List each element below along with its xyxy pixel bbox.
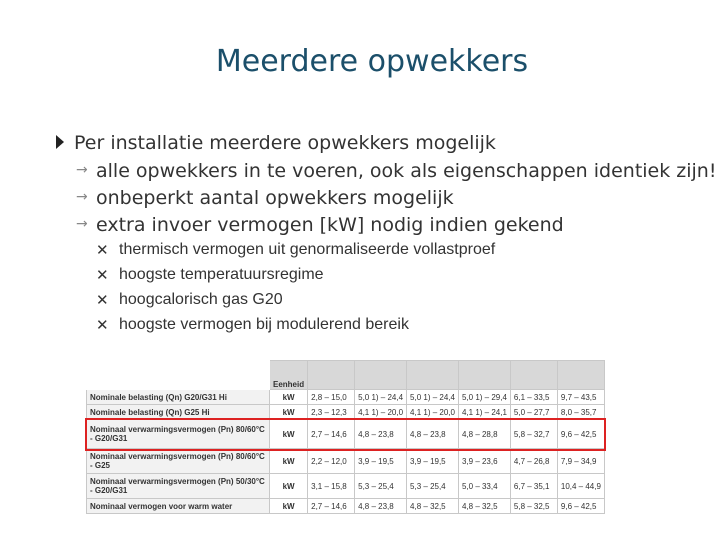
header-model-cell <box>355 361 407 390</box>
specs-table <box>86 360 605 514</box>
sub-bullet-item <box>56 187 716 214</box>
table-cell: 9,6 – 42,5 <box>557 499 604 514</box>
table-cell: 2,8 – 15,0 <box>308 390 355 405</box>
table-cell: 2,7 – 14,6 <box>308 499 355 514</box>
table-cell: 5,8 – 32,5 <box>510 499 557 514</box>
table-cell: 3,9 – 23,6 <box>458 449 510 474</box>
bullet-item <box>56 132 716 160</box>
table-cell: 4,7 – 26,8 <box>510 449 557 474</box>
row-unit: kW <box>270 390 308 405</box>
table-cell: 6,7 – 35,1 <box>510 474 557 499</box>
row-label: Nominaal vermogen voor warm water <box>87 499 270 514</box>
table-cell: 10,4 – 44,9 <box>557 474 604 499</box>
table-cell: 4,8 – 28,8 <box>458 420 510 449</box>
header-model-cell <box>407 361 459 390</box>
table-cell: 4,1 1) – 20,0 <box>355 405 407 420</box>
table-cell: 3,1 – 15,8 <box>308 474 355 499</box>
table-row <box>87 405 605 420</box>
table-cell: 5,8 – 32,7 <box>510 420 557 449</box>
row-label: Nominaal verwarmingsvermogen (Pn) 80/60°C - G25 <box>87 449 270 474</box>
table-cell: 8,0 – 35,7 <box>557 405 604 420</box>
header-model-cell <box>308 361 355 390</box>
sub-sub-bullet-text: thermisch vermogen uit genormaliseerde vollastproef <box>119 241 496 258</box>
sub-bullet-text: onbeperkt aantal opwekkers mogelijk <box>96 187 454 209</box>
arrow-bullet-icon: → <box>76 189 88 205</box>
sub-bullet-text: extra invoer vermogen [kW] nodig indien gekend <box>96 214 564 236</box>
bullet-text: Per installatie meerdere opwekkers mogelijk <box>74 132 496 154</box>
table-cell: 4,8 – 23,8 <box>407 420 459 449</box>
table-row <box>87 449 605 474</box>
table-cell: 5,3 – 25,4 <box>355 474 407 499</box>
table-cell: 4,8 – 23,8 <box>355 420 407 449</box>
table-cell: 5,3 – 25,4 <box>407 474 459 499</box>
triangle-bullet-icon <box>56 135 64 149</box>
row-label: Nominale belasting (Qn) G25 Hi <box>87 405 270 420</box>
header-unit-cell: Eenheid <box>270 361 308 390</box>
table-cell: 6,1 – 33,5 <box>510 390 557 405</box>
cross-bullet-icon: ✕ <box>96 242 109 259</box>
table-cell: 3,9 – 19,5 <box>355 449 407 474</box>
bullet-list <box>56 132 716 341</box>
row-unit: kW <box>270 420 308 449</box>
table-cell: 5,0 – 27,7 <box>510 405 557 420</box>
table-cell: 4,8 – 32,5 <box>407 499 459 514</box>
table-cell: 2,2 – 12,0 <box>308 449 355 474</box>
sub-sub-bullet-item <box>56 241 716 266</box>
sub-sub-bullet-item <box>56 266 716 291</box>
cross-bullet-icon: ✕ <box>96 267 109 284</box>
table-cell: 3,9 – 19,5 <box>407 449 459 474</box>
table-header-row <box>87 361 605 390</box>
table-cell: 2,3 – 12,3 <box>308 405 355 420</box>
row-unit: kW <box>270 474 308 499</box>
cross-bullet-icon: ✕ <box>96 317 109 334</box>
header-model-cell <box>510 361 557 390</box>
table-row <box>87 390 605 405</box>
slide-title: Meerdere opwekkers <box>215 44 529 79</box>
header-model-cell <box>557 361 604 390</box>
table-cell: 5,0 – 33,4 <box>458 474 510 499</box>
table-cell: 9,7 – 43,5 <box>557 390 604 405</box>
header-empty-cell <box>87 361 270 390</box>
arrow-bullet-icon: → <box>76 216 88 232</box>
table-row-highlighted <box>87 420 605 449</box>
table-row <box>87 499 605 514</box>
row-label: Nominaal verwarmingsvermogen (Pn) 80/60°C - G20/G31 <box>87 420 270 449</box>
table-cell: 4,8 – 23,8 <box>355 499 407 514</box>
table-cell: 4,1 1) – 20,0 <box>407 405 459 420</box>
row-unit: kW <box>270 449 308 474</box>
table-cell: 5,0 1) – 24,4 <box>355 390 407 405</box>
sub-sub-bullet-text: hoogcalorisch gas G20 <box>119 291 283 308</box>
sub-bullet-item <box>56 160 716 187</box>
table-cell: 9,6 – 42,5 <box>557 420 604 449</box>
row-unit: kW <box>270 405 308 420</box>
specs-table-image <box>86 360 636 512</box>
table-cell: 4,8 – 32,5 <box>458 499 510 514</box>
table-cell: 5,0 1) – 24,4 <box>407 390 459 405</box>
table-row <box>87 474 605 499</box>
table-cell: 7,9 – 34,9 <box>557 449 604 474</box>
arrow-bullet-icon: → <box>76 162 88 178</box>
row-label: Nominaal verwarmingsvermogen (Pn) 50/30°C - G20/G31 <box>87 474 270 499</box>
sub-sub-bullet-item <box>56 291 716 316</box>
sub-bullet-item <box>56 214 716 241</box>
sub-sub-bullet-text: hoogste vermogen bij modulerend bereik <box>119 316 409 333</box>
sub-bullet-text: alle opwekkers in te voeren, ook als eigenschappen identiek zijn! <box>96 160 717 182</box>
table-cell: 2,7 – 14,6 <box>308 420 355 449</box>
header-model-cell <box>458 361 510 390</box>
row-unit: kW <box>270 499 308 514</box>
row-label: Nominale belasting (Qn) G20/G31 Hi <box>87 390 270 405</box>
cross-bullet-icon: ✕ <box>96 292 109 309</box>
sub-sub-bullet-item <box>56 316 716 341</box>
table-cell: 4,1 1) – 24,1 <box>458 405 510 420</box>
sub-sub-bullet-text: hoogste temperatuursregime <box>119 266 324 283</box>
table-cell: 5,0 1) – 29,4 <box>458 390 510 405</box>
